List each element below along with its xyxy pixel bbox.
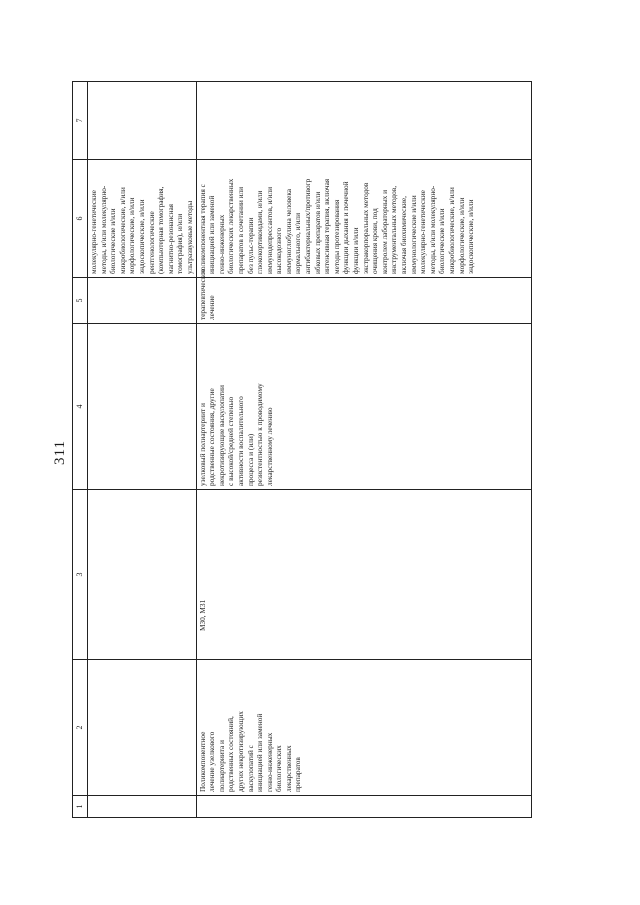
text-line: рентгенологические bbox=[146, 211, 156, 274]
text-line: поликомпонентная терапия с bbox=[197, 184, 207, 274]
text-line: молекулярно-генетические bbox=[418, 190, 428, 274]
text-line: микробиологические, и/или bbox=[117, 187, 127, 274]
text-line: (компьютерная томография, bbox=[156, 186, 166, 274]
text-line: глюкокортикоидами, и/или bbox=[255, 190, 265, 274]
text-line: контролем лабораторных и bbox=[379, 189, 389, 274]
text-line: ибковых препаратов и/или bbox=[312, 191, 322, 274]
text-line: узелковый полиартериит и bbox=[197, 403, 207, 486]
text-line: лечение bbox=[207, 295, 217, 320]
text-line: биологические и/или bbox=[108, 208, 118, 274]
table-row bbox=[196, 82, 531, 818]
text-line: терапевтическое bbox=[197, 268, 207, 320]
text-line: очищения крови, под bbox=[370, 208, 380, 274]
text-line: инструментальных методов, bbox=[389, 185, 399, 274]
text-line: лекарственных bbox=[283, 745, 293, 792]
text-line: биологических лекарственных bbox=[226, 178, 236, 274]
header-cell: 2 bbox=[73, 660, 88, 796]
text-line: Поликомпонентное bbox=[197, 731, 207, 792]
text-line: с высокой/средней степенью bbox=[226, 396, 236, 486]
text-line: эндоскопические, и/или bbox=[136, 199, 146, 274]
care-profile-text bbox=[197, 660, 305, 795]
text-line: препаратов bbox=[293, 757, 303, 792]
text-line: генно-инженерных bbox=[216, 214, 226, 274]
header-cell: 7 bbox=[73, 82, 88, 160]
header-cell: 3 bbox=[73, 490, 88, 660]
text-line: функции и/или bbox=[351, 227, 361, 274]
text-line: экстракорпоральных методов bbox=[360, 182, 370, 274]
text-line: васкулопатий с bbox=[245, 745, 255, 792]
row-number-cell bbox=[196, 796, 531, 818]
text-line: некротизирующие васкулопатии bbox=[216, 385, 226, 486]
header-cell: 6 bbox=[73, 160, 88, 278]
text-line: методы, и/или молекулярно- bbox=[427, 185, 437, 274]
treatment-methods-text bbox=[197, 160, 477, 277]
continuation-methods-text bbox=[88, 160, 196, 277]
text-line: инициацией или заменой bbox=[255, 713, 265, 792]
patient-model-text bbox=[197, 324, 276, 489]
text-line: иммунологические и/или bbox=[408, 195, 418, 274]
text-line: магнитно-резонансная bbox=[165, 203, 175, 274]
text-line: морфологические, и/или bbox=[127, 197, 137, 274]
header-row bbox=[73, 82, 88, 818]
text-line: других некротизирующих bbox=[235, 711, 245, 792]
text-line: родственных состояний, bbox=[226, 716, 236, 792]
text-line: интенсивная терапия, включая bbox=[322, 178, 332, 274]
text-line: биологические и/или bbox=[437, 208, 447, 274]
text-line: лекарственному лечению bbox=[264, 407, 274, 486]
text-line: нормального, и/или bbox=[293, 213, 303, 274]
text-line: биологических bbox=[274, 745, 284, 792]
text-line: антибактериальных/противогр bbox=[303, 178, 313, 274]
text-line: морфологические, и/или bbox=[456, 197, 466, 274]
text-line: полиартериита и bbox=[216, 740, 226, 792]
cost-cell bbox=[196, 82, 531, 160]
text-line: родственные состояния, другие bbox=[207, 388, 217, 486]
header-cell: 4 bbox=[73, 324, 88, 490]
icd-codes: M30, M31 bbox=[197, 599, 207, 631]
text-line: высокодозного bbox=[274, 227, 284, 274]
text-line: иммуноглобулина человека bbox=[283, 188, 293, 274]
text-line: иммунодепрессантов, и/или bbox=[264, 187, 274, 274]
page-number: 311 bbox=[52, 440, 68, 465]
treatment-type-text bbox=[197, 268, 218, 323]
text-line: резистентностью к проводимому bbox=[255, 383, 265, 486]
text-line: томография), и/или bbox=[175, 213, 185, 274]
text-line: генно-инженерных bbox=[264, 732, 274, 792]
text-line: процесса и (или) bbox=[245, 433, 255, 486]
header-cell: 1 bbox=[73, 796, 88, 818]
text-line: функции дыхания и почечной bbox=[341, 181, 351, 274]
text-line: лечение узелкового bbox=[207, 731, 217, 792]
header-cell: 5 bbox=[73, 278, 88, 324]
text-line: методы, и/или молекулярно- bbox=[98, 185, 108, 274]
text-line: эндоскопические, и/или bbox=[466, 199, 476, 274]
text-line: препаратов в сочетании или bbox=[235, 186, 245, 274]
text-line: молекулярно-генетические bbox=[89, 190, 98, 274]
text-line: без пульс-терапии bbox=[245, 217, 255, 274]
text-line: включая биохимические, bbox=[399, 196, 408, 274]
text-line: методы протезирования bbox=[331, 199, 341, 274]
text-line: микробиологические, и/или bbox=[446, 187, 456, 274]
text-line: инициацией или заменой bbox=[207, 195, 217, 274]
text-line: ультразвуковые методы bbox=[184, 200, 194, 274]
text-line: активности воспалительного bbox=[235, 396, 245, 486]
medical-care-table bbox=[72, 81, 532, 818]
continuation-row bbox=[88, 82, 197, 818]
